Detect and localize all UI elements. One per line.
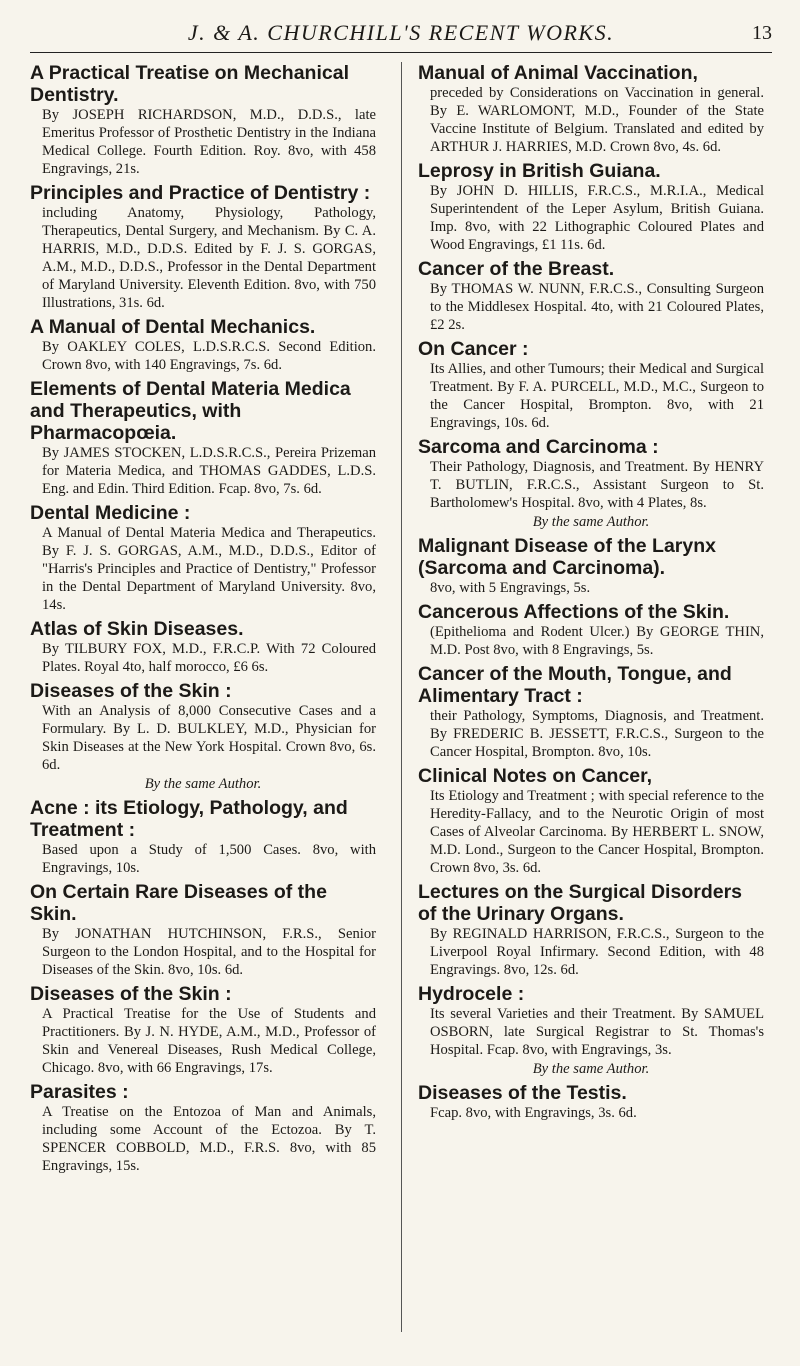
book-description: By JONATHAN HUTCHINSON, F.R.S., Senior Surgeon to the London Hospital, and to the Hospital for Diseases of the Skin. 8vo, 10s. 6d. [42, 926, 376, 978]
book-title: Parasites : [30, 1081, 129, 1103]
book-title: Cancer of the Mouth, Tongue, and Alimentary Tract : [418, 663, 732, 707]
book-title: Principles and Practice of Dentistry : [30, 182, 371, 204]
book-entry [30, 881, 376, 979]
book-title: Malignant Disease of the Larynx (Sarcoma and Carcinoma). [418, 535, 716, 579]
book-entry [418, 1082, 764, 1122]
book-entry [418, 601, 764, 659]
book-description: A Manual of Dental Materia Medica and Therapeutics. By F. J. S. GORGAS, A.M., M.D., D.D.S., Editor of "Harris's Principles and Practice of Dentistry," Professor in the Dental Department of Maryland University. 8vo, 14s. [42, 525, 376, 613]
book-description: Fcap. 8vo, with Engravings, 3s. 6d. [430, 1105, 637, 1121]
book-title: Dental Medicine : [30, 502, 191, 524]
book-description: By JOSEPH RICHARDSON, M.D., D.D.S., late Emeritus Professor of Prosthetic Dentistry in the Indiana Medical College. Fourth Edition. Roy. 8vo, with 458 Engravings, 21s. [42, 107, 376, 177]
book-description: (Epithelioma and Rodent Ulcer.) By GEORGE THIN, M.D. Post 8vo, with 8 Engravings, 5s. [430, 624, 764, 658]
book-title: On Cancer : [418, 338, 529, 360]
book-description: Based upon a Study of 1,500 Cases. 8vo, with Engravings, 10s. [42, 842, 376, 876]
book-entry [30, 983, 376, 1077]
same-author-note: By the same Author. [144, 776, 262, 792]
book-title: On Certain Rare Diseases of the Skin. [30, 881, 327, 925]
left-column [30, 62, 376, 1179]
book-title: Cancerous Affections of the Skin. [418, 601, 730, 623]
book-entry [418, 258, 764, 334]
book-entry [418, 160, 764, 254]
book-entry [418, 436, 764, 531]
page-header [30, 18, 772, 53]
book-title: Leprosy in British Guiana. [418, 160, 661, 182]
book-title: A Manual of Dental Mechanics. [30, 316, 316, 338]
book-title: Sarcoma and Carcinoma : [418, 436, 659, 458]
book-entry [30, 62, 376, 178]
book-title: Diseases of the Skin : [30, 680, 232, 702]
book-entry [30, 502, 376, 614]
book-title: Manual of Animal Vaccination, [418, 62, 698, 84]
book-entry [30, 316, 376, 374]
book-description: By OAKLEY COLES, L.D.S.R.C.S. Second Edition. Crown 8vo, with 140 Engravings, 7s. 6d. [42, 339, 376, 373]
book-entry [418, 663, 764, 761]
book-entry [30, 182, 376, 312]
book-description: By REGINALD HARRISON, F.R.C.S., Surgeon to the Liverpool Royal Infirmary. Second Edition, with 48 Engravings. 8vo, 12s. 6d. [430, 926, 764, 978]
book-title: A Practical Treatise on Mechanical Dentistry. [30, 62, 349, 106]
book-description: With an Analysis of 8,000 Consecutive Cases and a Formulary. By L. D. BULKLEY, M.D., Physician for Skin Diseases at the New York Hospital. Crown 8vo, 6s. 6d. [42, 703, 376, 773]
book-entry [30, 797, 376, 877]
same-author-note: By the same Author. [532, 514, 650, 530]
book-description: their Pathology, Symptoms, Diagnosis, and Treatment. By FREDERIC B. JESSETT, F.R.C.S., Surgeon to the Cancer Hospital, Brompton. 8vo, 10s. [430, 708, 764, 760]
book-entry [418, 881, 764, 979]
book-entry [418, 338, 764, 432]
book-description: By THOMAS W. NUNN, F.R.C.S., Consulting Surgeon to the Middlesex Hospital. 4to, with 21 Coloured Plates, £2 2s. [430, 281, 764, 333]
book-entry [418, 765, 764, 877]
book-entry [30, 1081, 376, 1175]
book-description: 8vo, with 5 Engravings, 5s. [430, 580, 591, 596]
same-author-note: By the same Author. [532, 1061, 650, 1077]
book-title: Atlas of Skin Diseases. [30, 618, 244, 640]
book-entry [418, 62, 764, 156]
book-title: Acne : its Etiology, Pathology, and Treatment : [30, 797, 348, 841]
book-description: Its several Varieties and their Treatment. By SAMUEL OSBORN, late Surgical Registrar to St. Thomas's Hospital. Fcap. 8vo, with Engravings, 3s. [430, 1006, 764, 1058]
running-title: J. & A. CHURCHILL'S RECENT WORKS. [187, 20, 615, 45]
book-description: including Anatomy, Physiology, Pathology, Therapeutics, Dental Surgery, and Mechanism. By C. A. HARRIS, M.D., D.D.S. Edited by F. J. S. GORGAS, A.M., M.D., D.D.S., Professor in the Dental Department of Maryland University. Eleventh Edition. 8vo, with 750 Illustrations, 31s. 6d. [42, 205, 376, 311]
book-description: By TILBURY FOX, M.D., F.R.C.P. With 72 Coloured Plates. Royal 4to, half morocco, £6 6s. [42, 641, 376, 675]
right-column [418, 62, 764, 1126]
book-entry [418, 535, 764, 597]
book-title: Elements of Dental Materia Medica and Therapeutics, with Pharmacopœia. [30, 378, 351, 444]
book-title: Lectures on the Surgical Disorders of the Urinary Organs. [418, 881, 743, 925]
book-entry [30, 680, 376, 793]
book-entry [418, 983, 764, 1078]
book-title: Diseases of the Skin : [30, 983, 232, 1005]
book-title: Clinical Notes on Cancer, [418, 765, 653, 787]
book-description: By JOHN D. HILLIS, F.R.C.S., M.R.I.A., Medical Superintendent of the Leper Asylum, British Guiana. Imp. 8vo, with 22 Lithographic Coloured Plates and Wood Engravings, £1 11s. 6d. [430, 183, 764, 253]
book-description: preceded by Considerations on Vaccination in general. By E. WARLOMONT, M.D., Founder of the State Vaccine Institute of Belgium. Translated and edited by ARTHUR J. HARRIES, M.D. Crown 8vo, 4s. 6d. [430, 85, 764, 155]
book-title: Hydrocele : [418, 983, 525, 1005]
book-description: Their Pathology, Diagnosis, and Treatment. By HENRY T. BUTLIN, F.R.C.S., Assistant Surgeon to St. Bartholomew's Hospital. 8vo, with 4 Plates, 8s. [430, 459, 764, 511]
book-description: Its Etiology and Treatment ; with special reference to the Heredity-Fallacy, and to the Neurotic Origin of most Cases of Alveolar Carcinoma. By HERBERT L. SNOW, M.D. Lond., Surgeon to the Cancer Hospital, Brompton. Crown 8vo, 3s. 6d. [430, 788, 764, 876]
page-number: 13 [752, 22, 772, 44]
book-title: Cancer of the Breast. [418, 258, 615, 280]
book-title: Diseases of the Testis. [418, 1082, 627, 1104]
book-description: A Treatise on the Entozoa of Man and Animals, including some Account of the Ectozoa. By T. SPENCER COBBOLD, M.D., F.R.S. 8vo, with 85 Engravings, 15s. [42, 1104, 376, 1174]
book-entry [30, 378, 376, 498]
book-entry [30, 618, 376, 676]
column-divider [401, 62, 402, 1332]
book-description: Its Allies, and other Tumours; their Medical and Surgical Treatment. By F. A. PURCELL, M.D., M.C., Surgeon to the Cancer Hospital, Brompton. 8vo, with 21 Engravings, 10s. 6d. [430, 361, 764, 431]
book-description: By JAMES STOCKEN, L.D.S.R.C.S., Pereira Prizeman for Materia Medica, and THOMAS GADDES, L.D.S. Eng. and Edin. Third Edition. Fcap. 8vo, 7s. 6d. [42, 445, 376, 497]
book-description: A Practical Treatise for the Use of Students and Practitioners. By J. N. HYDE, A.M., M.D., Professor of Skin and Venereal Diseases, Rush Medical College, Chicago. 8vo, with 66 Engravings, 17s. [42, 1006, 376, 1076]
